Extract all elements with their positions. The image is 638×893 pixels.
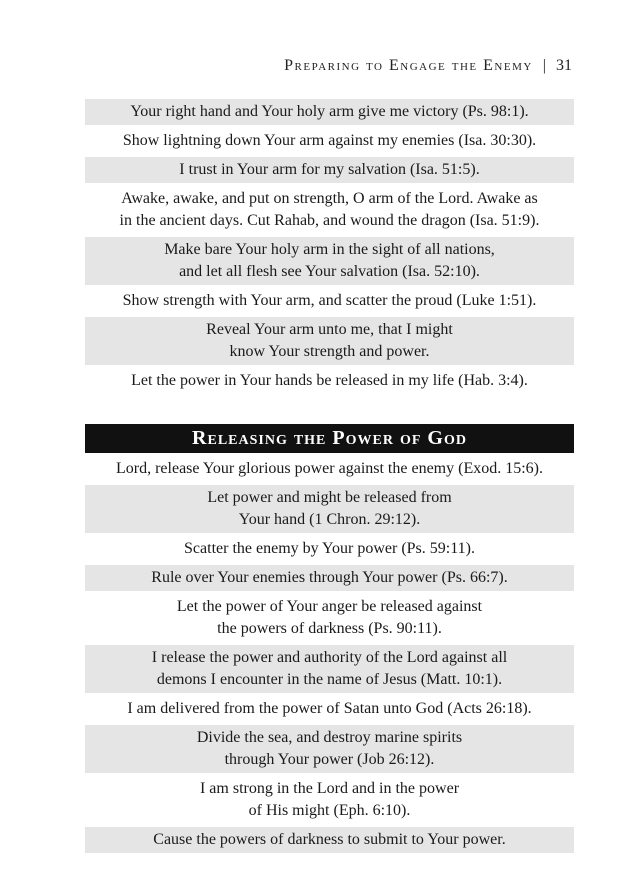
prayer-line: I am delivered from the power of Satan unto God (Acts 26:18).: [127, 700, 532, 717]
prayer-line: Make bare Your holy arm in the sight of all nations,: [164, 241, 495, 258]
prayer-line: Show strength with Your arm, and scatter the proud (Luke 1:51).: [122, 292, 537, 309]
prayer-line: Scatter the enemy by Your power (Ps. 59:11).: [184, 540, 475, 557]
prayer-line: I trust in Your arm for my salvation (Isa. 51:5).: [179, 161, 480, 178]
prayer-row: [85, 725, 574, 773]
section-1-prayer-list: [85, 99, 574, 394]
prayer-row: [85, 317, 574, 365]
prayer-line: Lord, release Your glorious power against the enemy (Exod. 15:6).: [115, 460, 543, 477]
header-separator: |: [542, 57, 546, 74]
prayer-line: I release the power and authority of the Lord against all: [151, 649, 508, 666]
prayer-row: [85, 368, 574, 394]
prayer-line: I am strong in the Lord and in the power: [199, 780, 460, 797]
section-heading: Releasing the Power of God: [85, 424, 574, 453]
prayer-row: [85, 565, 574, 591]
prayer-line: in the ancient days. Cut Rahab, and wound the dragon (Isa. 51:9).: [119, 212, 540, 229]
running-title: Preparing to Engage the Enemy: [284, 57, 533, 74]
prayer-row: [85, 157, 574, 183]
prayer-row: [85, 128, 574, 154]
prayer-row: [85, 99, 574, 125]
prayer-line: Reveal Your arm unto me, that I might: [206, 321, 453, 338]
prayer-line: the powers of darkness (Ps. 90:11).: [217, 620, 442, 637]
page-content: [85, 99, 574, 856]
prayer-line: Your right hand and Your holy arm give me victory (Ps. 98:1).: [130, 103, 529, 120]
prayer-line: Let the power in Your hands be released in my life (Hab. 3:4).: [131, 372, 528, 389]
prayer-line: through Your power (Job 26:12).: [224, 751, 435, 768]
prayer-row: [85, 536, 574, 562]
running-header: [284, 57, 572, 75]
prayer-row: [85, 288, 574, 314]
prayer-line: Show lightning down Your arm against my enemies (Isa. 30:30).: [122, 132, 537, 149]
prayer-line: know Your strength and power.: [229, 343, 430, 360]
prayer-line: Cause the powers of darkness to submit to Your power.: [153, 831, 506, 848]
prayer-row: [85, 186, 574, 234]
prayer-row: [85, 456, 574, 482]
section-2-prayer-list: [85, 456, 574, 853]
prayer-line: and let all flesh see Your salvation (Isa. 52:10).: [179, 263, 480, 280]
prayer-row: [85, 827, 574, 853]
prayer-row: [85, 594, 574, 642]
prayer-line: Let power and might be released from: [207, 489, 452, 506]
prayer-row: [85, 485, 574, 533]
prayer-line: of His might (Eph. 6:10).: [248, 802, 411, 819]
prayer-row: [85, 645, 574, 693]
prayer-line: Divide the sea, and destroy marine spirits: [196, 729, 463, 746]
prayer-row: [85, 696, 574, 722]
prayer-line: Let the power of Your anger be released against: [176, 598, 483, 615]
page-number: 31: [556, 57, 572, 74]
prayer-row: [85, 237, 574, 285]
prayer-line: Your hand (1 Chron. 29:12).: [238, 511, 421, 528]
prayer-line: Rule over Your enemies through Your power (Ps. 66:7).: [151, 569, 508, 586]
prayer-line: Awake, awake, and put on strength, O arm of the Lord. Awake as: [121, 190, 538, 207]
prayer-row: [85, 776, 574, 824]
prayer-line: demons I encounter in the name of Jesus (Matt. 10:1).: [156, 671, 503, 688]
